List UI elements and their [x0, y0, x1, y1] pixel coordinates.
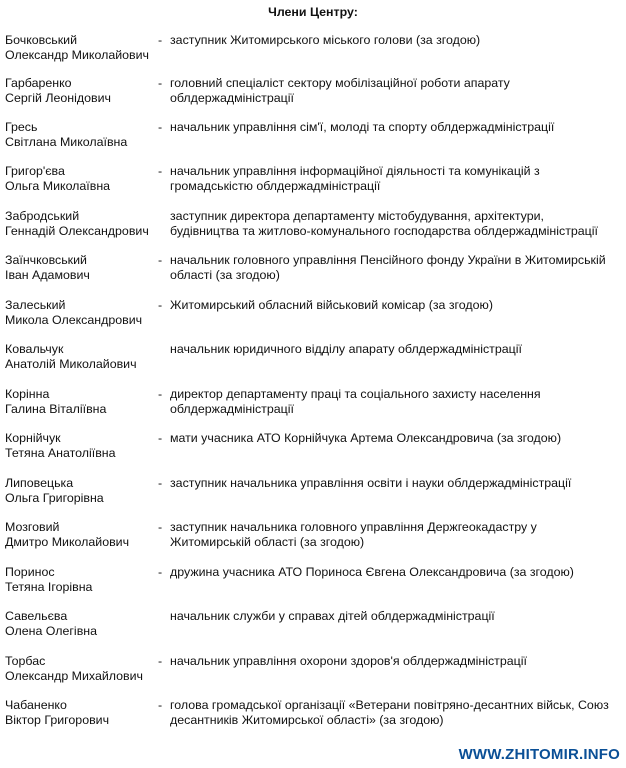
member-position-line: десантників Житомирської області» (за згодою): [170, 713, 444, 727]
member-row: [0, 120, 626, 154]
member-position: [170, 33, 615, 48]
member-position: [170, 209, 615, 239]
member-row: [0, 387, 626, 421]
member-given-names: Олена Олегівна: [5, 624, 98, 638]
member-surname: Поринос: [5, 565, 55, 579]
member-position-line: громадськістю облдержадміністрації: [170, 179, 381, 193]
member-position-line: облдержадміністрації: [170, 402, 294, 416]
member-position-line: начальник управління інформаційної діяльності та комунікацій з: [170, 164, 540, 178]
member-row: [0, 654, 626, 688]
member-surname: Липовецька: [5, 476, 74, 490]
member-position-line: заступник начальника головного управління Держгеокадастру у: [170, 520, 537, 534]
member-position: [170, 298, 615, 313]
member-given-names: Микола Олександрович: [5, 313, 143, 327]
member-name: [5, 431, 155, 461]
member-surname: Корінна: [5, 387, 50, 401]
member-name: [5, 298, 155, 328]
member-name: [5, 698, 155, 728]
member-given-names: Анатолій Миколайович: [5, 357, 137, 371]
member-dash: -: [158, 298, 163, 312]
member-position-line: начальник управління охорони здоров'я облдержадміністрації: [170, 654, 527, 668]
member-surname: Забродський: [5, 209, 80, 223]
member-position-line: заступник начальника управління освіти і науки облдержадміністрації: [170, 476, 572, 490]
member-surname: Гарбаренко: [5, 76, 72, 90]
member-position: [170, 387, 615, 417]
member-dash: -: [158, 164, 163, 178]
site-watermark: WWW.ZHITOMIR.INFO: [458, 746, 620, 763]
member-given-names: Іван Адамович: [5, 268, 90, 282]
member-position: [170, 565, 615, 580]
member-position-line: мати учасника АТО Корнійчука Артема Олександровича (за згодою): [170, 431, 562, 445]
member-position: [170, 609, 615, 624]
member-given-names: Галина Віталіївна: [5, 402, 107, 416]
member-given-names: Віктор Григорович: [5, 713, 110, 727]
member-position-line: голова громадської організації «Ветерани повітряно-десантних військ, Союз: [170, 698, 609, 712]
member-dash: -: [158, 120, 163, 134]
member-given-names: Геннадій Олександрович: [5, 224, 149, 238]
member-name: [5, 209, 155, 239]
member-surname: Залеський: [5, 298, 66, 312]
member-row: [0, 298, 626, 332]
member-dash: -: [158, 476, 163, 490]
member-row: [0, 164, 626, 198]
member-given-names: Світлана Миколаївна: [5, 135, 128, 149]
member-name: [5, 476, 155, 506]
member-name: [5, 387, 155, 417]
member-surname: Торбас: [5, 654, 46, 668]
member-position: [170, 164, 615, 194]
member-name: [5, 33, 155, 63]
member-given-names: Ольга Миколаївна: [5, 179, 111, 193]
member-position: [170, 476, 615, 491]
member-dash: -: [158, 431, 163, 445]
member-position-line: начальник юридичного відділу апарату облдержадміністрації: [170, 342, 522, 356]
member-dash: -: [158, 33, 163, 47]
member-row: [0, 476, 626, 510]
member-row: [0, 698, 626, 732]
member-dash: -: [158, 698, 163, 712]
member-position-line: директор департаменту праці та соціального захисту населення: [170, 387, 541, 401]
member-position-line: начальник управління сім'ї, молоді та спорту облдержадміністрації: [170, 120, 555, 134]
member-surname: Корнійчук: [5, 431, 61, 445]
member-row: [0, 520, 626, 554]
member-surname: Заїнчковський: [5, 253, 87, 267]
member-position: [170, 520, 615, 550]
member-name: [5, 609, 155, 639]
member-position: [170, 698, 615, 728]
member-position-line: головний спеціаліст сектору мобілізаційної роботи апарату: [170, 76, 510, 90]
member-name: [5, 565, 155, 595]
page-title: Члени Центру:: [268, 5, 358, 19]
member-position-line: заступник Житомирського міського голови (за згодою): [170, 33, 481, 47]
member-surname: Чабаненко: [5, 698, 67, 712]
member-position-line: начальник служби у справах дітей облдержадміністрації: [170, 609, 495, 623]
member-position-line: Житомирський обласний військовий комісар (за згодою): [170, 298, 493, 312]
member-position: [170, 431, 615, 446]
member-dash: -: [158, 76, 163, 90]
member-given-names: Дмитро Миколайович: [5, 535, 130, 549]
member-row: [0, 431, 626, 465]
member-row: [0, 342, 626, 376]
member-surname: Бочковський: [5, 33, 78, 47]
member-name: [5, 164, 155, 194]
member-surname: Гресь: [5, 120, 38, 134]
member-position-line: Житомирській області (за згодою): [170, 535, 365, 549]
member-position: [170, 342, 615, 357]
member-given-names: Сергій Леонідович: [5, 91, 111, 105]
member-position-line: будівництва та житлово-комунального господарства облдержадміністрації: [170, 224, 598, 238]
member-position: [170, 253, 615, 283]
member-given-names: Тетяна Анатоліївна: [5, 446, 116, 460]
member-surname: Ковальчук: [5, 342, 64, 356]
member-name: [5, 654, 155, 684]
member-given-names: Олександр Михайлович: [5, 669, 144, 683]
member-dash: -: [158, 253, 163, 267]
member-row: [0, 253, 626, 287]
member-given-names: Тетяна Ігорівна: [5, 580, 93, 594]
member-position-line: заступник директора департаменту містобудування, архітектури,: [170, 209, 544, 223]
member-dash: -: [158, 654, 163, 668]
member-position-line: облдержадміністрації: [170, 91, 294, 105]
member-row: [0, 565, 626, 599]
member-dash: -: [158, 565, 163, 579]
member-given-names: Ольга Григорівна: [5, 491, 104, 505]
member-position-line: начальник головного управління Пенсійного фонду України в Житомирській: [170, 253, 606, 267]
member-row: [0, 76, 626, 110]
member-row: [0, 33, 626, 67]
member-surname: Савельєва: [5, 609, 68, 623]
member-name: [5, 342, 155, 372]
member-dash: -: [158, 387, 163, 401]
member-position: [170, 120, 615, 135]
member-position: [170, 654, 615, 669]
member-name: [5, 253, 155, 283]
member-given-names: Олександр Миколайович: [5, 48, 149, 62]
member-name: [5, 120, 155, 150]
member-surname: Мозговий: [5, 520, 60, 534]
member-row: [0, 209, 626, 243]
member-surname: Григор'єва: [5, 164, 65, 178]
member-name: [5, 76, 155, 106]
member-name: [5, 520, 155, 550]
member-position: [170, 76, 615, 106]
member-dash: -: [158, 520, 163, 534]
member-position-line: дружина учасника АТО Пориноса Євгена Олександровича (за згодою): [170, 565, 574, 579]
member-position-line: області (за згодою): [170, 268, 280, 282]
member-row: [0, 609, 626, 643]
